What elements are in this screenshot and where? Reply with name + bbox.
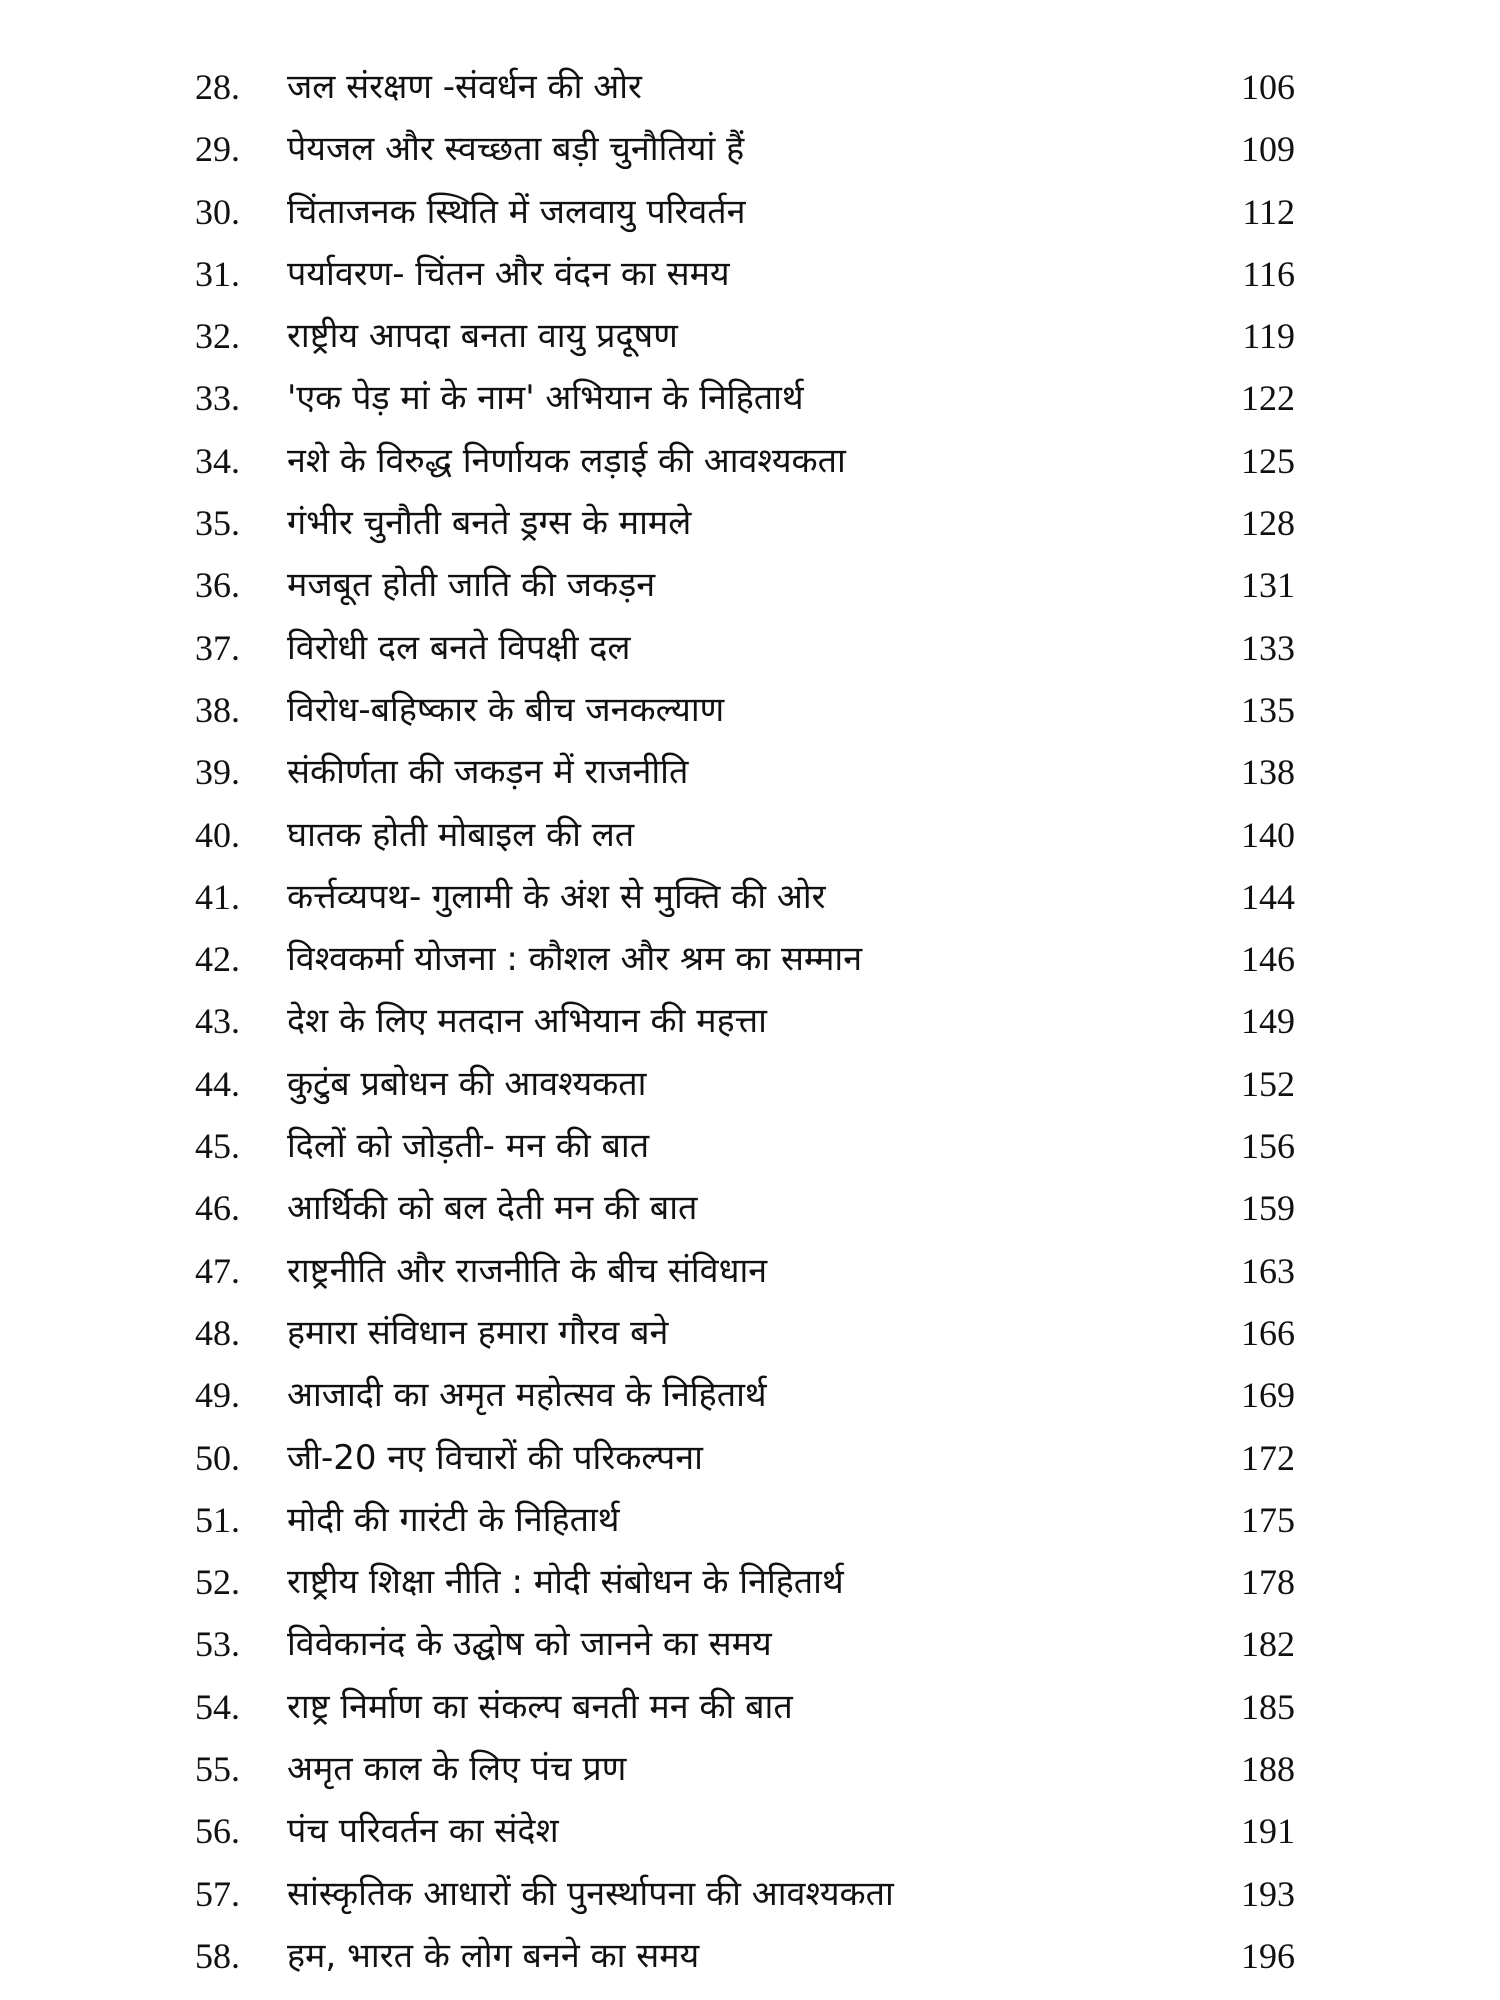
toc-entry-page-number: 109 — [1241, 129, 1295, 170]
toc-entry-title: राष्ट्रनीति और राजनीति के बीच संविधान — [287, 1250, 768, 1291]
toc-entry-title: जी-20 नए विचारों की परिकल्पना — [287, 1437, 703, 1478]
toc-entry-title: गंभीर चुनौती बनते ड्रग्स के मामले — [287, 503, 692, 544]
toc-entry-number: 39. — [195, 752, 240, 793]
toc-entry — [0, 1802, 1500, 1864]
toc-entry-number: 36. — [195, 565, 240, 606]
toc-entry-title: चिंताजनक स्थिति में जलवायु परिवर्तन — [287, 191, 746, 232]
toc-entry — [0, 1927, 1500, 1989]
toc-entry-page-number: 185 — [1241, 1686, 1295, 1727]
toc-entry-page-number: 182 — [1241, 1624, 1295, 1665]
toc-entry-page-number: 135 — [1241, 689, 1295, 730]
toc-entry-number: 52. — [195, 1562, 240, 1603]
toc-entry — [0, 1491, 1500, 1553]
toc-entry — [0, 369, 1500, 431]
toc-entry-page-number: 112 — [1242, 191, 1295, 232]
toc-entry-title: मोदी की गारंटी के निहितार्थ — [287, 1499, 620, 1540]
toc-entry — [0, 494, 1500, 556]
toc-entry — [0, 58, 1500, 120]
toc-entry-number: 46. — [195, 1188, 240, 1229]
toc-entry-page-number: 152 — [1241, 1063, 1295, 1104]
toc-entry-title: सांस्कृतिक आधारों की पुनर्स्थापना की आवश्यकता — [287, 1873, 894, 1914]
toc-entry — [0, 681, 1500, 743]
toc-entry-page-number: 146 — [1241, 939, 1295, 980]
toc-entry-page-number: 193 — [1241, 1873, 1295, 1914]
toc-entry — [0, 1179, 1500, 1241]
toc-entry-title: राष्ट्र निर्माण का संकल्प बनती मन की बात — [287, 1686, 793, 1727]
toc-entry — [0, 619, 1500, 681]
toc-entry-page-number: 128 — [1241, 503, 1295, 544]
toc-entry-number: 47. — [195, 1250, 240, 1291]
toc-entry-title: आर्थिकी को बल देती मन की बात — [287, 1188, 698, 1229]
toc-entry-page-number: 163 — [1241, 1250, 1295, 1291]
toc-entry-page-number: 188 — [1241, 1749, 1295, 1790]
toc-entry-title: संकीर्णता की जकड़न में राजनीति — [287, 752, 689, 793]
toc-entry — [0, 1865, 1500, 1927]
toc-entry — [0, 868, 1500, 930]
toc-entry-title: मजबूत होती जाति की जकड़न — [287, 565, 656, 606]
toc-entry-page-number: 133 — [1241, 627, 1295, 668]
toc-entry — [0, 1615, 1500, 1677]
toc-entry-page-number: 138 — [1241, 752, 1295, 793]
toc-entry-title: कुटुंब प्रबोधन की आवश्यकता — [287, 1063, 647, 1104]
toc-entry-title: राष्ट्रीय आपदा बनता वायु प्रदूषण — [287, 316, 678, 357]
toc-entry-title: देश के लिए मतदान अभियान की महत्ता — [287, 1001, 767, 1042]
toc-entry — [0, 1740, 1500, 1802]
toc-entry-number: 54. — [195, 1686, 240, 1727]
toc-entry — [0, 992, 1500, 1054]
toc-entry-title: कर्त्तव्यपथ- गुलामी के अंश से मुक्ति की ओर — [287, 876, 826, 917]
toc-entry-page-number: 106 — [1241, 67, 1295, 107]
toc-entry-title: पर्यावरण- चिंतन और वंदन का समय — [287, 253, 730, 294]
toc-entry-number: 55. — [195, 1749, 240, 1790]
toc-entry-number: 53. — [195, 1624, 240, 1665]
toc-entry-number: 38. — [195, 689, 240, 730]
toc-entry — [0, 1304, 1500, 1366]
toc-entry-number: 37. — [195, 627, 240, 668]
toc-entry-page-number: 191 — [1241, 1811, 1295, 1852]
toc-entry-number: 49. — [195, 1375, 240, 1416]
toc-entry — [0, 930, 1500, 992]
toc-entry-number: 32. — [195, 316, 240, 357]
toc-entry-number: 44. — [195, 1063, 240, 1104]
toc-entry-title: हम, भारत के लोग बनने का समय — [287, 1935, 700, 1976]
toc-entry-page-number: 172 — [1241, 1437, 1295, 1478]
toc-entry-title: जल संरक्षण -संवर्धन की ओर — [287, 67, 642, 107]
toc-entry — [0, 183, 1500, 245]
toc-entry-title: विरोधी दल बनते विपक्षी दल — [287, 627, 631, 668]
toc-entry-title: दिलों को जोड़ती- मन की बात — [287, 1126, 650, 1167]
toc-entry — [0, 1055, 1500, 1117]
toc-entry-number: 56. — [195, 1811, 240, 1852]
toc-entry — [0, 1429, 1500, 1491]
toc-entry-title: हमारा संविधान हमारा गौरव बने — [287, 1312, 669, 1353]
toc-entry-page-number: 159 — [1241, 1188, 1295, 1229]
toc-entry-number: 57. — [195, 1873, 240, 1914]
toc-entry-number: 45. — [195, 1126, 240, 1167]
toc-entry-page-number: 122 — [1241, 378, 1295, 419]
toc-entry-number: 48. — [195, 1312, 240, 1353]
toc-entry-number: 43. — [195, 1001, 240, 1042]
toc-entry-page-number: 131 — [1241, 565, 1295, 606]
toc-entry-title: घातक होती मोबाइल की लत — [287, 814, 635, 855]
toc-entry — [0, 432, 1500, 494]
toc-entry-number: 40. — [195, 814, 240, 855]
toc-entry-title: विवेकानंद के उद्घोष को जानने का समय — [287, 1624, 772, 1665]
toc-entry-title: 'एक पेड़ मां के नाम' अभियान के निहितार्थ — [287, 378, 804, 419]
toc-entry-title: विरोध-बहिष्कार के बीच जनकल्याण — [287, 689, 725, 730]
toc-entry-page-number: 169 — [1241, 1375, 1295, 1416]
toc-entry-title: अमृत काल के लिए पंच प्रण — [287, 1749, 627, 1790]
toc-entry-page-number: 166 — [1241, 1312, 1295, 1353]
toc-entry-number: 42. — [195, 939, 240, 980]
toc-entry — [0, 743, 1500, 805]
toc-entry-number: 41. — [195, 876, 240, 917]
toc-entry-number: 51. — [195, 1499, 240, 1540]
toc-entry-title: नशे के विरुद्ध निर्णायक लड़ाई की आवश्यकता — [287, 440, 846, 481]
toc-entry-title: विश्वकर्मा योजना : कौशल और श्रम का सम्मान — [287, 939, 863, 980]
toc-entry-page-number: 178 — [1241, 1562, 1295, 1603]
toc-entry-page-number: 125 — [1241, 440, 1295, 481]
toc-entry-page-number: 144 — [1241, 876, 1295, 917]
toc-entry-page-number: 156 — [1241, 1126, 1295, 1167]
toc-entry-title: पंच परिवर्तन का संदेश — [287, 1811, 559, 1852]
toc-entry-number: 58. — [195, 1935, 240, 1976]
toc-entry-page-number: 149 — [1241, 1001, 1295, 1042]
toc-entry — [0, 307, 1500, 369]
toc-entry-title: पेयजल और स्वच्छता बड़ी चुनौतियां हैं — [287, 129, 745, 170]
toc-entry-page-number: 140 — [1241, 814, 1295, 855]
toc-entry — [0, 556, 1500, 618]
toc-entry — [0, 1553, 1500, 1615]
toc-entry — [0, 245, 1500, 307]
toc-entry-number: 50. — [195, 1437, 240, 1478]
toc-entry-page-number: 116 — [1242, 253, 1295, 294]
toc-entry-number: 29. — [195, 129, 240, 170]
toc-entry — [0, 1366, 1500, 1428]
toc-entry-number: 28. — [195, 67, 240, 107]
toc-entry-number: 35. — [195, 503, 240, 544]
toc-entry-number: 31. — [195, 253, 240, 294]
toc-entry — [0, 120, 1500, 182]
toc-entry-page-number: 119 — [1242, 316, 1295, 357]
toc-entry-title: राष्ट्रीय शिक्षा नीति : मोदी संबोधन के निहितार्थ — [287, 1562, 844, 1603]
toc-entry-title: आजादी का अमृत महोत्सव के निहितार्थ — [287, 1375, 767, 1416]
table-of-contents — [0, 58, 1500, 1989]
toc-entry — [0, 1242, 1500, 1304]
toc-entry-number: 30. — [195, 191, 240, 232]
toc-entry-number: 34. — [195, 440, 240, 481]
toc-entry-number: 33. — [195, 378, 240, 419]
toc-entry-page-number: 196 — [1241, 1935, 1295, 1976]
toc-entry-page-number: 175 — [1241, 1499, 1295, 1540]
toc-entry — [0, 1117, 1500, 1179]
toc-entry — [0, 1678, 1500, 1740]
toc-entry — [0, 806, 1500, 868]
